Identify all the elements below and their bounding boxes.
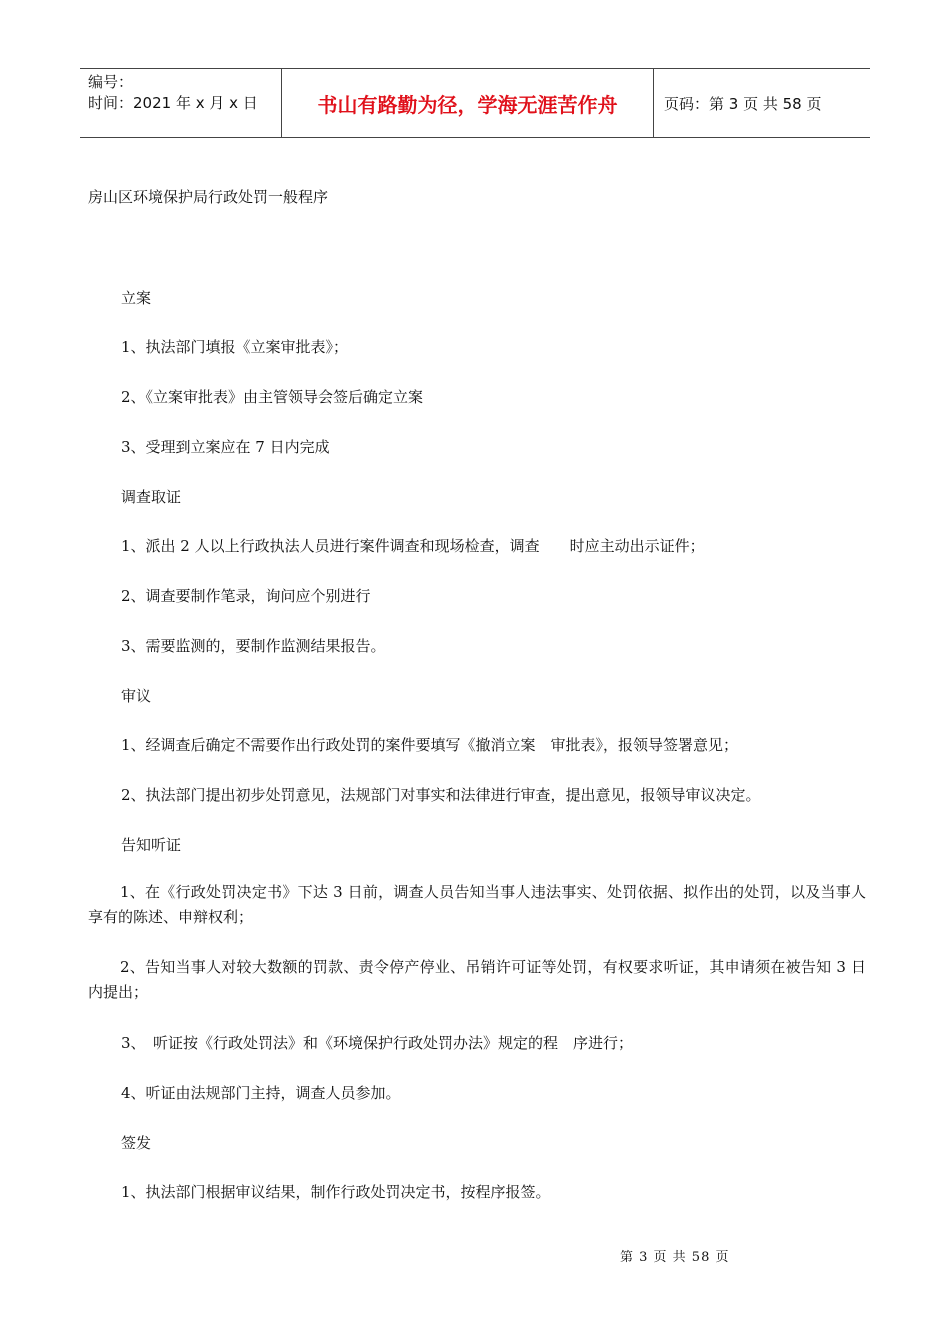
document-number-label: 编号： (88, 73, 134, 91)
section-heading-investigation: 调查取证 (121, 488, 182, 506)
list-item: 2、执法部门提出初步处罚意见，法规部门对事实和法律进行审查，提出意见，报领导审议决定。 (121, 786, 761, 804)
section-heading-notice-hearing: 告知听证 (121, 836, 182, 854)
list-item: 1、执法部门根据审议结果，制作行政处罚决定书，按程序报签。 (121, 1183, 551, 1201)
header-page-label: 页码：第 3 页 共 58 页 (664, 94, 822, 113)
list-item: 3、需要监测的，要制作监测结果报告。 (121, 637, 386, 655)
list-item: 2、调查要制作笔录，询问应个别进行 (121, 587, 371, 605)
list-item: 2、《立案审批表》由主管领导会签后确定立案 (121, 388, 424, 406)
section-heading-filing: 立案 (121, 289, 152, 307)
header-meta-cell (80, 69, 282, 137)
list-item: 1、在《行政处罚决定书》下达 3 日前，调查人员告知当事人违法事实、处罚依据、拟作出的处罚，以及当事人享有的陈述、申辩权利； (88, 883, 866, 926)
header-motto: 书山有路勤为径，学海无涯苦作舟 (282, 69, 654, 137)
list-item: 2、告知当事人对较大数额的罚款、责令停产停业、吊销许可证等处罚，有权要求听证，其申请须在被告知 3 日内提出； (88, 958, 866, 1001)
list-item: 1、派出 2 人以上行政执法人员进行案件调查和现场检查，调查 时应主动出示证件； (121, 537, 705, 555)
document-title: 房山区环境保护局行政处罚一般程序 (88, 188, 329, 206)
list-item: 1、执法部门填报《立案审批表》； (121, 338, 349, 356)
list-item: 3、 听证按《行政处罚法》和《环境保护行政处罚办法》规定的程 序进行； (121, 1034, 634, 1052)
section-heading-issuance: 签发 (121, 1134, 152, 1152)
document-date-label: 时间：2021 年 x 月 x 日 (88, 94, 258, 112)
page-footer: 第 3 页 共 58 页 (620, 1250, 730, 1265)
document-header (80, 68, 870, 138)
list-item: 3、受理到立案应在 7 日内完成 (121, 438, 330, 456)
list-item: 1、经调查后确定不需要作出行政处罚的案件要填写《撤消立案 审批表》，报领导签署意见； (121, 736, 739, 754)
section-heading-review: 审议 (121, 687, 152, 705)
list-item: 4、听证由法规部门主持，调查人员参加。 (121, 1084, 401, 1102)
